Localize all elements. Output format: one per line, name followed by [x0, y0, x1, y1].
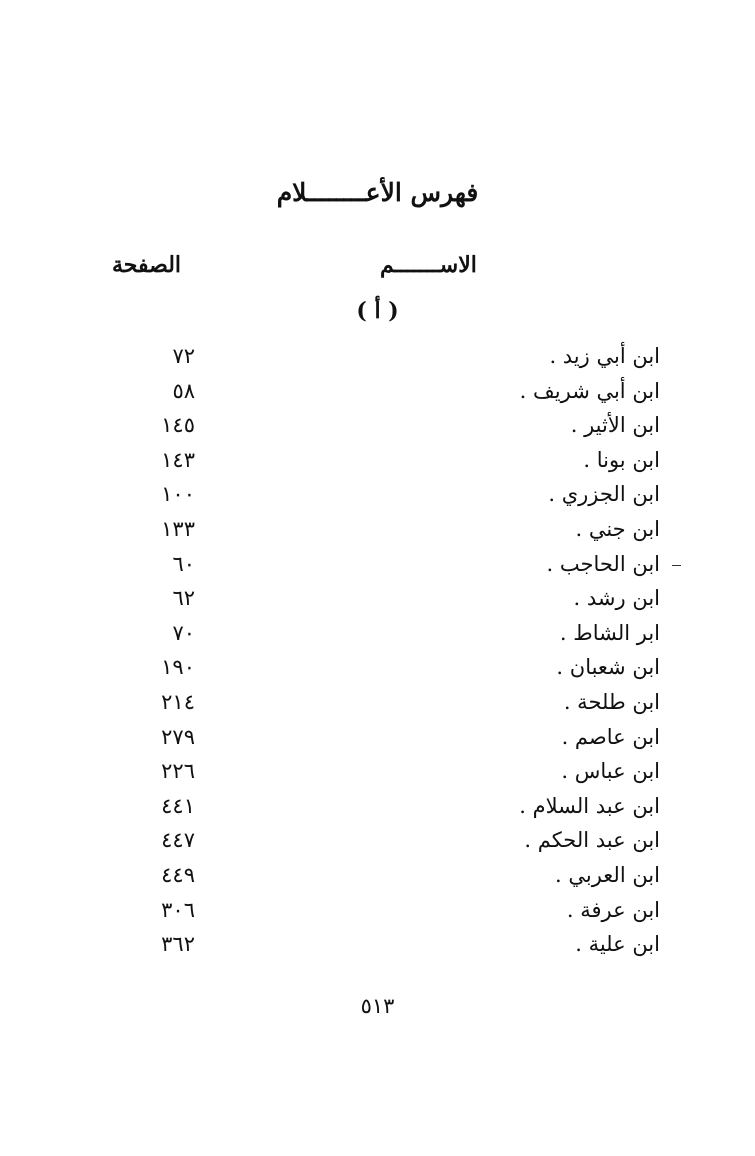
entry-name: ابن الجزري . [548, 482, 660, 507]
entry-name: ابن رشد . [573, 586, 660, 611]
entry-page-number: ٤٤٧ [161, 828, 195, 853]
index-entry [0, 616, 755, 651]
entry-page-number: ٦٠ [172, 551, 195, 576]
index-entry [0, 927, 755, 962]
index-entry [0, 789, 755, 824]
name-column-header: الاســـــــم [380, 252, 477, 278]
entry-name: ابن بونا . [583, 447, 660, 472]
page-title: فهرس الأعــــــــلام [276, 178, 479, 207]
index-entry [0, 858, 755, 893]
entry-name: ابن عباس . [561, 759, 660, 784]
index-entry [0, 477, 755, 512]
index-entry [0, 685, 755, 720]
index-entry [0, 823, 755, 858]
entry-page-number: ٣٠٦ [161, 897, 195, 922]
entry-page-number: ٤٤٩ [161, 862, 195, 887]
margin-pen-mark [672, 565, 681, 566]
entry-name: ابن الحاجب . [546, 551, 660, 576]
entry-page-number: ٢٢٦ [161, 759, 195, 784]
entry-name: ابن أبي شريف . [519, 378, 660, 403]
entry-page-number: ٧٠ [172, 620, 195, 645]
entry-page-number: ٧٢ [172, 344, 195, 368]
entry-name: ابن طلحة . [563, 689, 660, 714]
index-entry [0, 547, 755, 582]
index-entry [0, 512, 755, 547]
page-column-header: الصفحة [112, 252, 182, 278]
index-entry [0, 754, 755, 789]
entry-name: ابر الشاط . [559, 620, 660, 645]
entry-name: ابن أبي زيد . [549, 344, 660, 368]
entry-name: ابن عبد الحكم . [524, 828, 660, 853]
entry-page-number: ٤٤١ [161, 793, 195, 818]
index-entries-list [0, 339, 755, 962]
entry-name: ابن عاصم . [561, 724, 660, 749]
entry-page-number: ١٠٠ [161, 482, 195, 507]
index-entry [0, 720, 755, 755]
entry-page-number: ٦٢ [172, 586, 195, 611]
entry-page-number: ١٩٠ [161, 655, 195, 680]
page-number: ٥١٣ [360, 994, 395, 1018]
index-entry [0, 650, 755, 685]
index-entry [0, 443, 755, 478]
index-entry [0, 339, 755, 374]
index-entry [0, 581, 755, 616]
index-entry [0, 374, 755, 409]
index-entry [0, 893, 755, 928]
entry-page-number: ٥٨ [172, 378, 195, 403]
entry-name: ابن عرفة . [566, 897, 660, 922]
entry-name: ابن علية . [575, 932, 660, 957]
entry-name: ابن جني . [575, 516, 660, 541]
index-entry [0, 408, 755, 443]
entry-page-number: ١٣٣ [161, 516, 195, 541]
entry-name: ابن الأثير . [570, 413, 660, 438]
entry-page-number: ٢١٤ [161, 689, 195, 714]
entry-page-number: ٢٧٩ [161, 724, 195, 749]
entry-page-number: ١٤٣ [161, 447, 195, 472]
entry-name: ابن العربي . [555, 862, 660, 887]
entry-page-number: ٣٦٢ [161, 932, 195, 957]
section-letter-heading: ( أ ) [356, 298, 399, 324]
entry-page-number: ١٤٥ [161, 413, 195, 438]
entry-name: ابن عبد السلام . [519, 793, 660, 818]
entry-name: ابن شعبان . [556, 655, 660, 680]
